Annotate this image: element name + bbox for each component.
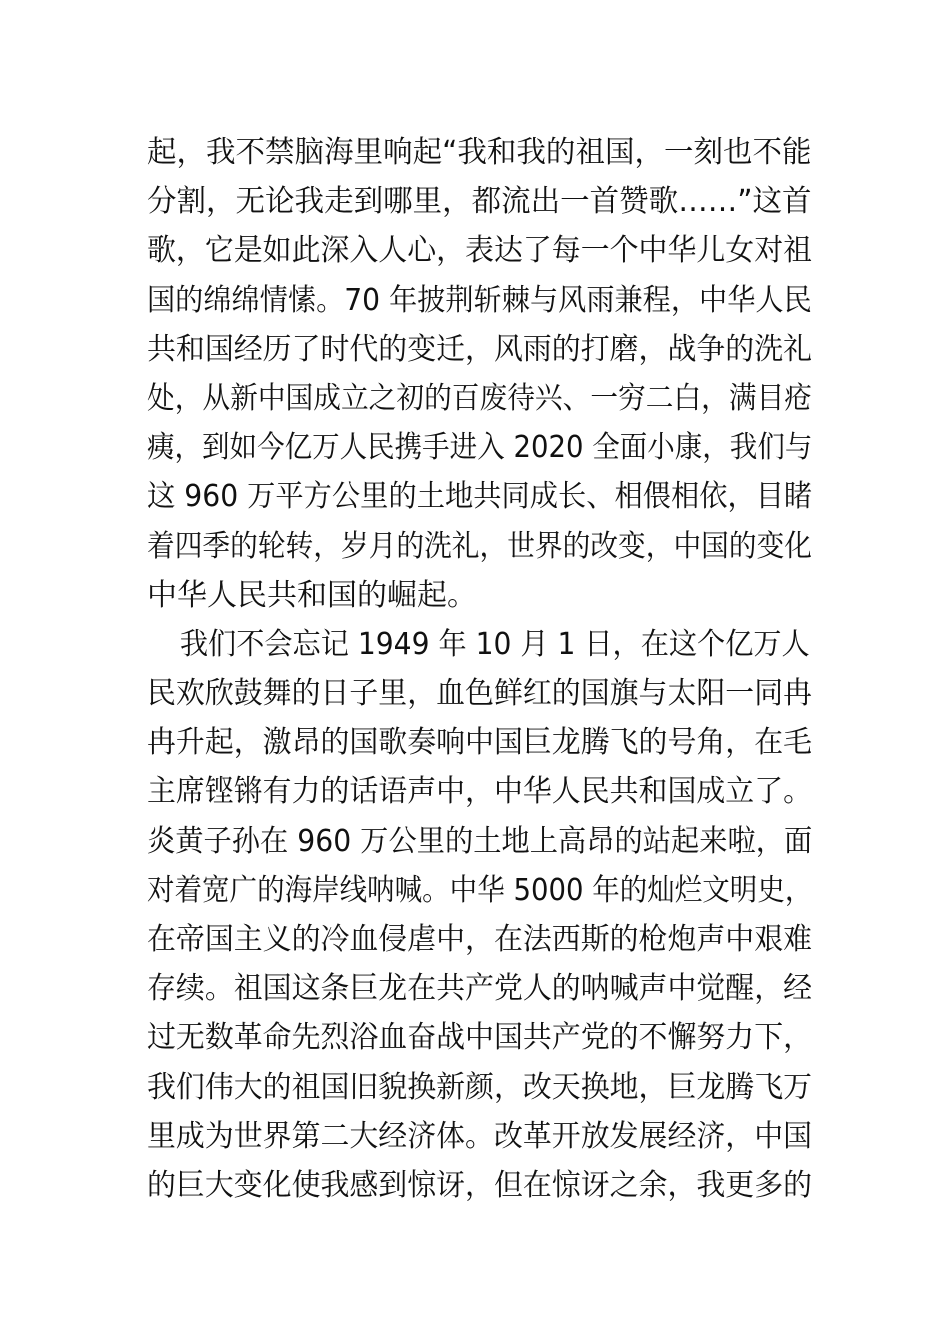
text-line: 这 960 万平方公里的土地共同成长、相偎相依，目睹: [147, 479, 813, 515]
text-line: 的巨大变化使我感到惊讶，但在惊讶之余，我更多的: [147, 1167, 813, 1203]
text-line: 痍，到如今亿万人民携手进入 2020 全面小康，我们与: [147, 430, 813, 466]
text-line: 炎黄子孙在 960 万公里的土地上高昂的站起来啦，面: [147, 823, 813, 859]
text-line: 我们不会忘记 1949 年 10 月 1 日，在这个亿万人: [179, 626, 810, 662]
text-line: 共和国经历了时代的变迁，风雨的打磨，战争的洗礼: [147, 331, 813, 367]
text-line: 分割，无论我走到哪里，都流出一首赞歌……”这首: [147, 184, 812, 220]
text-line: 民欢欣鼓舞的日子里，血色鲜红的国旗与太阳一同冉: [147, 676, 813, 712]
text-line: 处，从新中国成立之初的百废待兴、一穷二白，满目疮: [147, 380, 812, 416]
text-line: 着四季的轮转，岁月的洗礼，世界的改变，中国的变化: [147, 528, 812, 564]
text-line: 在帝国主义的冷血侵虐中，在法西斯的枪炮声中艰难: [147, 922, 813, 957]
text-line: 冉升起，激昂的国歌奏响中国巨龙腾飞的号角，在毛: [147, 725, 813, 761]
text-line: 我们伟大的祖国旧貌换新颜，改天换地，巨龙腾飞万: [147, 1069, 813, 1105]
paragraph-1: [147, 128, 812, 620]
text-line: 国的绵绵情愫。70 年披荆斩棘与风雨兼程，中华人民: [147, 282, 812, 318]
text-line: 中华人民共和国的崛起。: [147, 577, 477, 613]
body-text: [147, 128, 812, 1210]
text-line: 起，我不禁脑海里响起“我和我的祖国，一刻也不能: [147, 135, 812, 170]
text-line: 过无数革命先烈浴血奋战中国共产党的不懈努力下，: [147, 1020, 813, 1056]
text-line: 歌，它是如此深入人心，表达了每一个中华儿女对祖: [147, 233, 813, 269]
text-line: 对着宽广的海岸线呐喊。中华 5000 年的灿烂文明史，: [147, 872, 813, 908]
text-line: 里成为世界第二大经济体。改革开放发展经济，中国: [147, 1118, 813, 1154]
paragraph-2: [147, 620, 812, 1210]
text-line: 主席铿锵有力的话语声中，中华人民共和国成立了。: [147, 774, 813, 810]
text-line: 存续。祖国这条巨龙在共产党人的呐喊声中觉醒，经: [147, 971, 813, 1007]
